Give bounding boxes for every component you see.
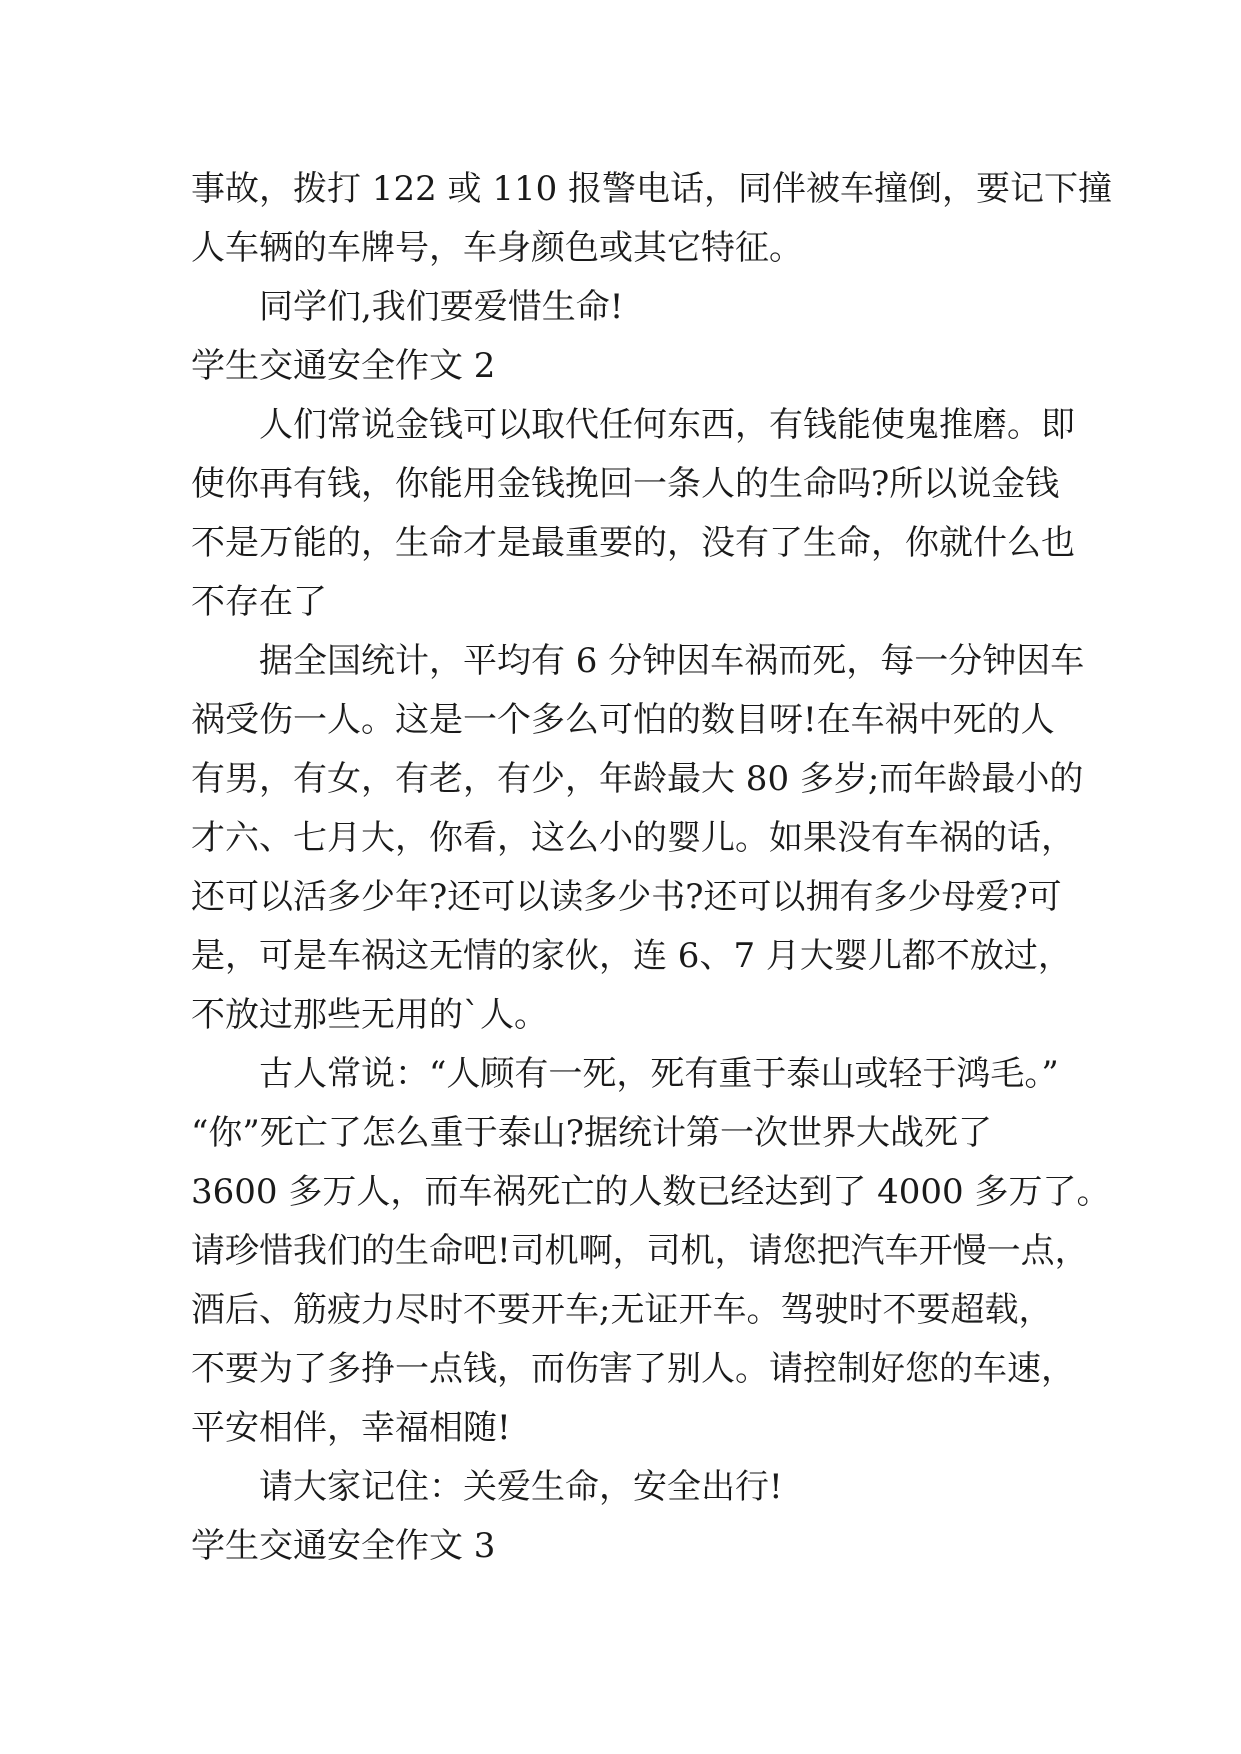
text-line: 祸受伤一人。这是一个多么可怕的数目呀!在车祸中死的人 [191,700,1055,740]
text-line: 请大家记住：关爱生命，安全出行! [259,1467,783,1507]
text-line: 不是万能的，生命才是最重要的，没有了生命，你就什么也 [191,523,1075,563]
document-body [191,160,1113,1576]
section-title: 学生交通安全作文 3 [191,1526,496,1566]
text-line: 同学们,我们要爱惜生命! [259,287,624,327]
paragraph-remember [191,1458,1071,1517]
text-line: 有男，有女，有老，有少，年龄最大 80 多岁;而年龄最小的 [191,759,1084,799]
paragraph-ancient-saying [191,1045,1111,1458]
text-line: 事故，拨打 122 或 110 报警电话，同伴被车撞倒，要记下撞 [191,169,1113,209]
text-line: 据全国统计，平均有 6 分钟因车祸而死，每一分钟因车 [259,641,1085,681]
paragraph-statistics [191,632,1085,1045]
text-line: 请珍惜我们的生命吧!司机啊，司机，请您把汽车开慢一点， [191,1231,1089,1271]
text-line: 平安相伴，幸福相随! [191,1408,511,1448]
text-line: 不要为了多挣一点钱，而伤害了别人。请控制好您的车速， [191,1349,1075,1389]
text-line: 还可以活多少年?还可以读多少书?还可以拥有多少母爱?可 [191,877,1062,917]
text-line: 才六、七月大，你看，这么小的婴儿。如果没有车祸的话， [191,818,1075,858]
paragraph-cherish-life [191,278,1071,337]
section-title: 学生交通安全作文 2 [191,346,496,386]
text-line: 3600 多万人，而车祸死亡的人数已经达到了 4000 多万了。 [191,1172,1111,1212]
text-line: 不存在了 [191,582,327,622]
text-line: 酒后、筋疲力尽时不要开车;无证开车。驾驶时不要超载， [191,1290,1053,1330]
text-line: 不放过那些无用的`人。 [191,995,548,1035]
text-line: 是，可是车祸这无情的家伙，连 6、7 月大婴儿都不放过， [191,936,1072,976]
paragraph-accident-tips [191,160,1113,278]
text-line: 古人常说：“人顾有一死，死有重于泰山或轻于鸿毛。” [259,1054,1059,1094]
text-line: 人们常说金钱可以取代任何东西，有钱能使鬼推磨。即 [259,405,1075,445]
text-line: 人车辆的车牌号，车身颜色或其它特征。 [191,228,803,268]
text-line: “你”死亡了怎么重于泰山?据统计第一次世界大战死了 [191,1113,992,1153]
essay-heading-2 [191,337,1071,396]
text-line: 使你再有钱，你能用金钱挽回一条人的生命吗?所以说金钱 [191,464,1060,504]
essay-heading-3 [191,1517,1071,1576]
paragraph-money-vs-life [191,396,1075,632]
